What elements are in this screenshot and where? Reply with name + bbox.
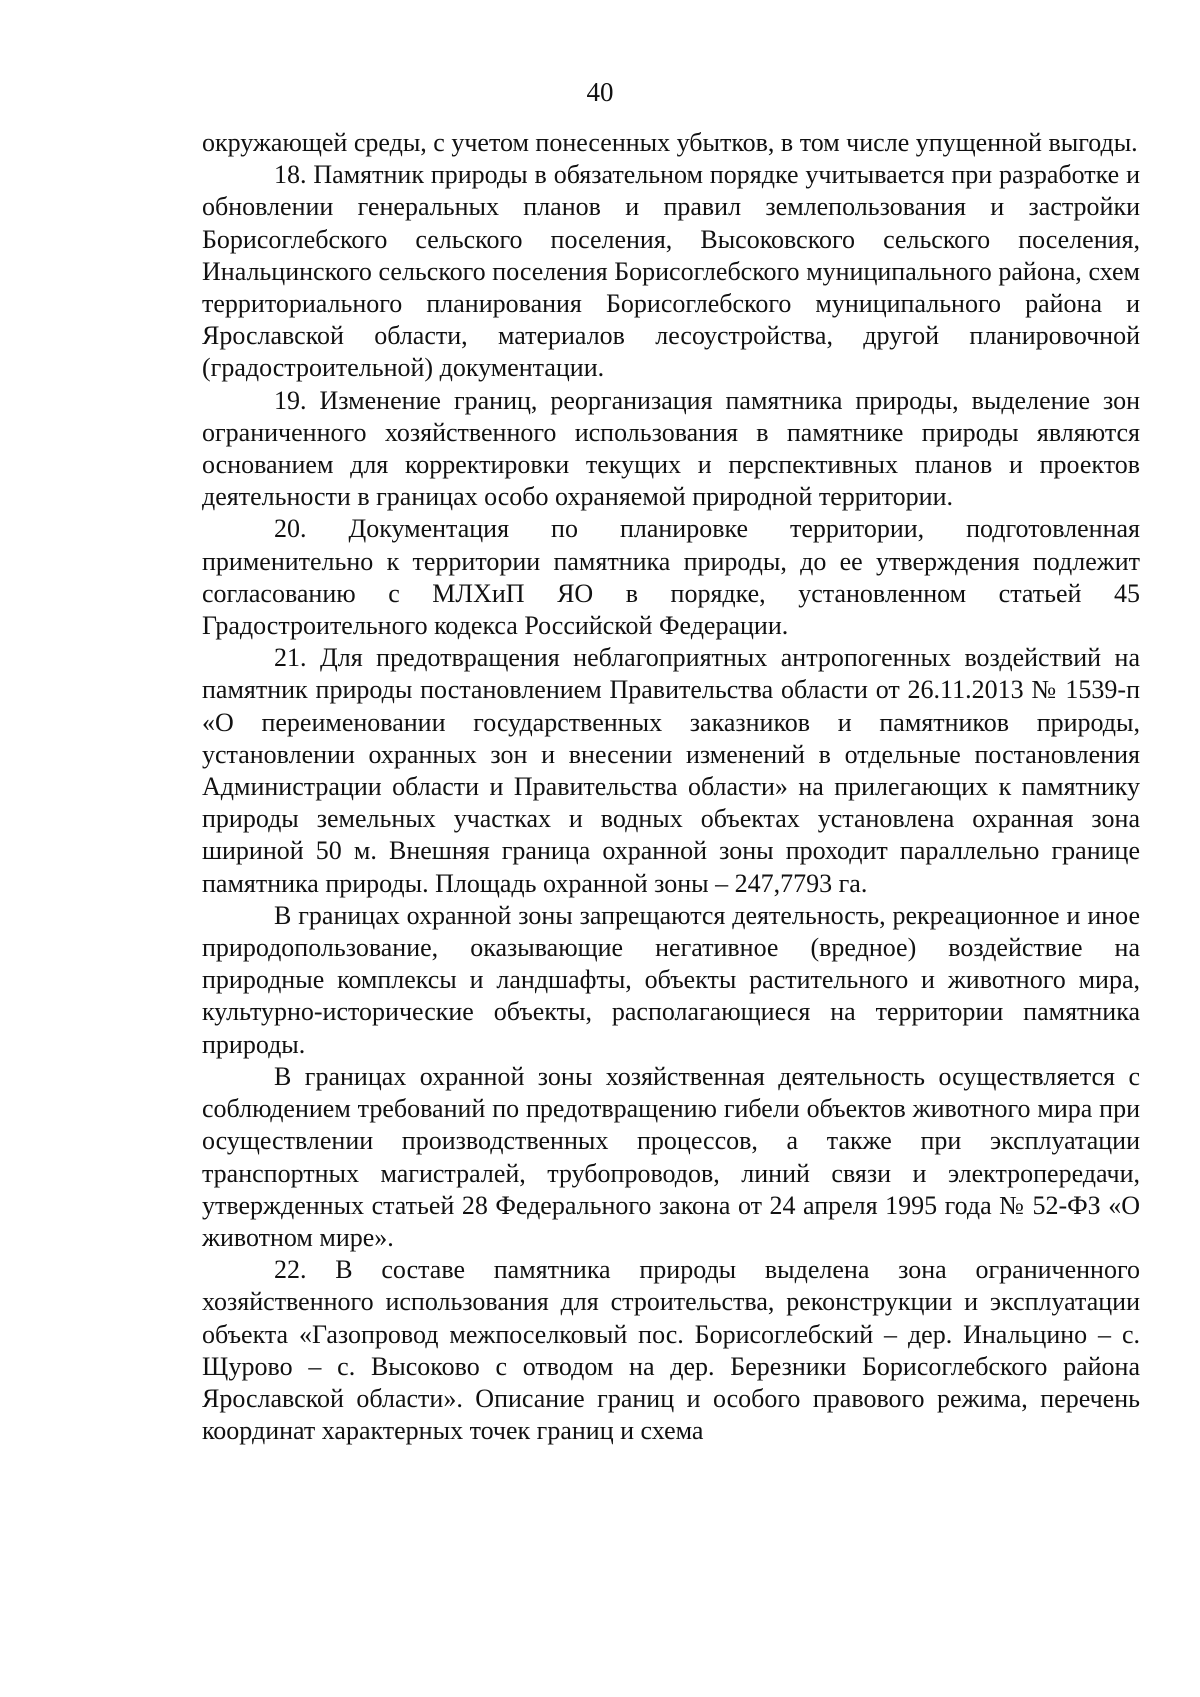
page-number: 40 xyxy=(586,77,614,107)
paragraph-item-20: 20. Документация по планировке территории, подготовленная применительно к территории памятника природы, до ее утверждения подлежит согласованию с МЛХиП ЯО в порядке, установленном статьей 45 Градостроительного кодекса Российской Федерации. xyxy=(202,514,1140,641)
document-body xyxy=(202,127,1140,1447)
paragraph-item-21: 21. Для предотвращения неблагоприятных антропогенных воздействий на памятник природы постановлением Правительства области от 26.11.2013 № 1539-п «О переименовании государственных заказников и памятников природы, установлении охранных зон и внесении изменений в отдельные постановления Администрации области и Правительства области» на прилегающих к памятнику природы земельных участках и водных объектах установлена охранная зона шириной 50 м. Внешняя граница охранной зоны проходит параллельно границе памятника природы. Площадь охранной зоны – 247,7793 га. xyxy=(202,643,1140,898)
paragraph-item-19: 19. Изменение границ, реорганизация памятника природы, выделение зон ограниченного хозяйственного использования в памятнике природы являются основанием для корректировки текущих и перспективных планов и проектов деятельности в границах особо охраняемой природной территории. xyxy=(202,385,1140,512)
paragraph-protected-zone-prohibitions: В границах охранной зоны запрещаются деятельность, рекреационное и иное природопользование, оказывающие негативное (вредное) воздействие на природные комплексы и ландшафты, объекты растительного и животного мира, культурно-исторические объекты, располагающиеся на территории памятника природы. xyxy=(202,900,1140,1059)
paragraph-item-18: 18. Памятник природы в обязательном порядке учитывается при разработке и обновлении генеральных планов и правил землепользования и застройки Борисоглебского сельского поселения, Высоковского сельского поселения, Инальцинского сельского поселения Борисоглебского муниципального района, схем территориального планирования Борисоглебского муниципального района и Ярославской области, материалов лесоустройства, другой планировочной (градостроительной) документации. xyxy=(202,160,1140,383)
paragraph-protected-zone-activities: В границах охранной зоны хозяйственная деятельность осуществляется с соблюдением требований по предотвращению гибели объектов животного мира при осуществлении производственных процессов, а также при эксплуатации транспортных магистралей, трубопроводов, линий связи и электропередачи, утвержденных статьей 28 Федерального закона от 24 апреля 1995 года № 52-ФЗ «О животном мире». xyxy=(202,1061,1140,1252)
paragraph-continuation: окружающей среды, с учетом понесенных убытков, в том числе упущенной выгоды. xyxy=(202,128,1138,157)
paragraph-item-22: 22. В составе памятника природы выделена зона ограниченного хозяйственного использования для строительства, реконструкции и эксплуатации объекта «Газопровод межпоселковый пос. Борисоглебский – дер. Инальцино – с. Щурово – с. Высоково с отводом на дер. Березники Борисоглебского района Ярославской области». Описание границ и особого правового режима, перечень координат характерных точек границ и схема xyxy=(202,1255,1140,1446)
